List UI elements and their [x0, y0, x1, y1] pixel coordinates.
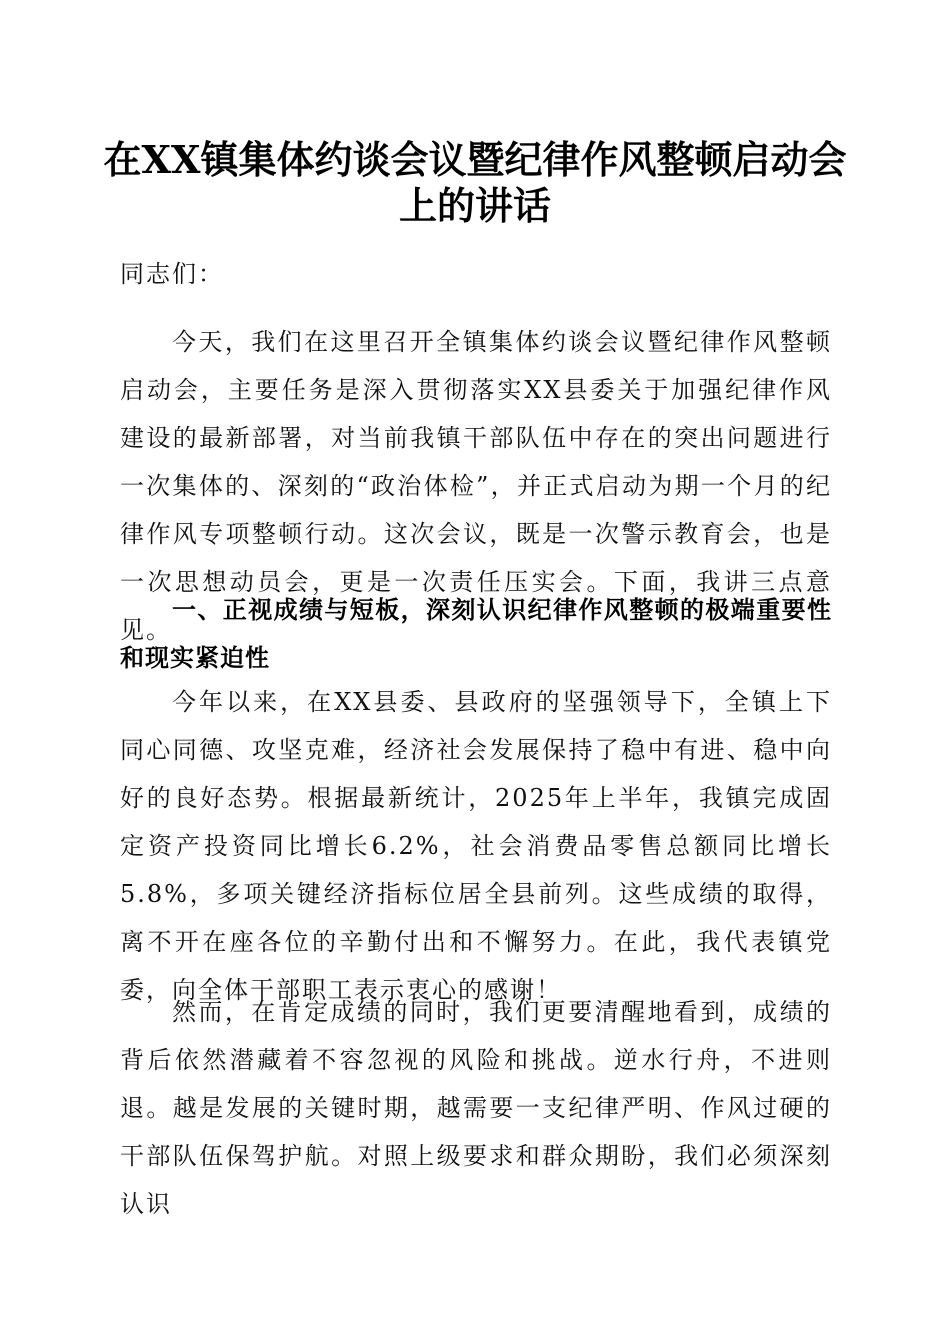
paragraph-challenges: 然而，在肯定成绩的同时，我们更要清醒地看到，成绩的背后依然潜藏着不容忽视的风险和挑战。逆水行舟，不进则退。越是发展的关键时期，越需要一支纪律严明、作风过硬的干部队伍保驾护航。对照上级要求和群众期盼，我们必须深刻认识 [120, 998, 832, 1218]
salutation: 同志们： [120, 260, 224, 288]
paragraph-achievements: 今年以来，在XX县委、县政府的坚强领导下，全镇上下同心同德、攻坚克难，经济社会发展保持了稳中有进、稳中向好的良好态势。根据最新统计，2025年上半年，我镇完成固定资产投资同比增长6.2%，社会消费品零售总额同比增长5.8%，多项关键经济指标位居全县前列。这些成绩的取得，离不开在座各位的辛勤付出和不懈努力。在此，我代表镇党委，向全体干部职工表示衷心的感谢！ [120, 688, 832, 1004]
section-heading-1: 一、正视成绩与短板，深刻认识纪律作风整顿的极端重要性和现实紧迫性 [120, 596, 832, 672]
document-title-line-2: 上的讲话 [398, 183, 551, 228]
paragraph-intro: 今天，我们在这里召开全镇集体约谈会议暨纪律作风整顿启动会，主要任务是深入贯彻落实XX县委关于加强纪律作风建设的最新部署，对当前我镇干部队伍中存在的突出问题进行一次集体的、深刻的“政治体检”，并正式启动为期一个月的纪律作风专项整顿行动。这次会议，既是一次警示教育会，也是一次思想动员会，更是一次责任压实会。下面，我讲三点意见。 [120, 328, 832, 644]
document-title-line-1: 在XX镇集体约谈会议暨纪律作风整顿启动会 [103, 137, 847, 182]
